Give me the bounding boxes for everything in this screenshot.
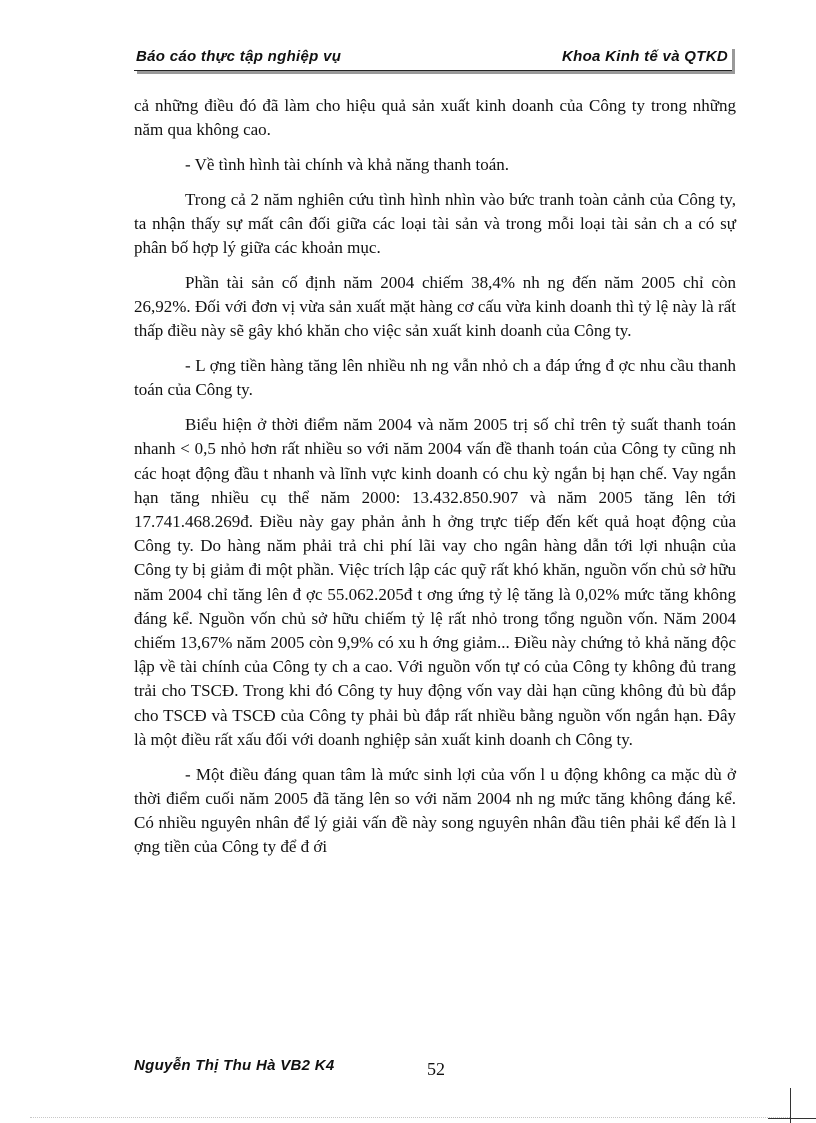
page-footer	[134, 1057, 736, 1079]
paragraph-continuation: cả những điều đó đã làm cho hiệu quả sản xuất kinh doanh của Công ty trong những năm qua không cao.	[134, 96, 736, 140]
header-report-title: Báo cáo thực tập nghiệp vụ	[136, 48, 342, 65]
bottom-dotted-rule	[30, 1117, 790, 1118]
footer-author: Nguyễn Thị Thu Hà VB2 K4	[134, 1057, 335, 1074]
header-faculty: Khoa Kinh tế và QTKD	[561, 48, 728, 65]
paragraph-asset-imbalance: Trong cả 2 năm nghiên cứu tình hình nhìn vào bức tranh toàn cảnh của Công ty, ta nhận thấy sự mất cân đối giữa các loại tài sản và trong mỗi loại tài sản ch a có sự phân bố hợp lý giữa các khoản mục.	[134, 189, 736, 258]
page-number: 52	[427, 1059, 445, 1079]
paragraph-liquidity-analysis: Biểu hiện ở thời điểm năm 2004 và năm 2005 trị số chỉ trên tỷ suất thanh toán nhanh < 0,5 nhỏ hơn rất nhiều so với năm 2004 vấn đề thanh toán của Công ty cũng nh các hoạt động đầu t nhanh và lĩnh vực kinh doanh có chu kỳ ngắn bị hạn chế. Vay ngắn hạn tăng nhiều cụ thể năm 2000: 13.432.850.907 và năm 2005 tăng lên tới 17.741.468.269đ. Điều này gay phản ảnh h ởng trực tiếp đến kết quả hoạt động của Công ty. Do hàng năm phải trả chi phí lãi vay cho ngân hàng dẫn tới lợi nhuận của Công ty bị giảm đi một phần. Việc trích lập các quỹ rất khó khăn, nguồn vốn chủ sở hữu năm 2004 chỉ tăng lên đ ợc 55.062.205đ t ơng ứng tỷ lệ tăng là 0,02% mức tăng không đáng kể. Nguồn vốn chủ sở hữu chiếm tỷ lệ rất nhỏ trong tổng nguồn vốn. Năm 2004 chiếm 13,67% năm 2005 còn 9,9% có xu h ớng giảm... Điều này chứng tỏ khả năng độc lập về tài chính của Công ty ch a cao. Với nguồn vốn tự có của Công ty không đủ trang trải cho TSCĐ. Trong khi đó Công ty huy động vốn vay dài hạn cũng không đủ bù đắp cho TSCĐ và TSCĐ của Công ty phải bù đắp rất nhiều bằng nguồn vốn ngắn hạn. Đây là một điều rất xấu đối với doanh nghiệp sản xuất kinh doanh ch Công ty.	[134, 415, 736, 749]
paragraph-cash: - L ợng tiền hàng tăng lên nhiều nh ng vẫn nhỏ ch a đáp ứng đ ợc nhu cầu thanh toán của Công ty.	[134, 356, 736, 400]
corner-crop-mark	[768, 1088, 816, 1123]
document-body	[134, 94, 736, 870]
paragraph-fixed-assets: Phần tài sản cố định năm 2004 chiếm 38,4% nh ng đến năm 2005 chỉ còn 26,92%. Đối với đơn vị vừa sản xuất mặt hàng cơ cấu vừa kinh doanh thì tỷ lệ này là rất thấp điều này sẽ gây khó khăn cho việc sản xuất kinh doanh của Công ty.	[134, 273, 736, 341]
paragraph-finance-heading: - Về tình hình tài chính và khả năng thanh toán.	[185, 155, 510, 174]
paragraph-working-capital: - Một điều đáng quan tâm là mức sinh lợi của vốn l u động không ca mặc dù ở thời điểm cuối năm 2005 đã tăng lên so với năm 2004 nh ng mức tăng không đáng kể. Có nhiều nguyên nhân để lý giải vấn đề này song nguyên nhân đầu tiên phải kể đến là l ợng tiền của Công ty để đ ới	[134, 764, 736, 857]
page-header	[134, 46, 732, 71]
